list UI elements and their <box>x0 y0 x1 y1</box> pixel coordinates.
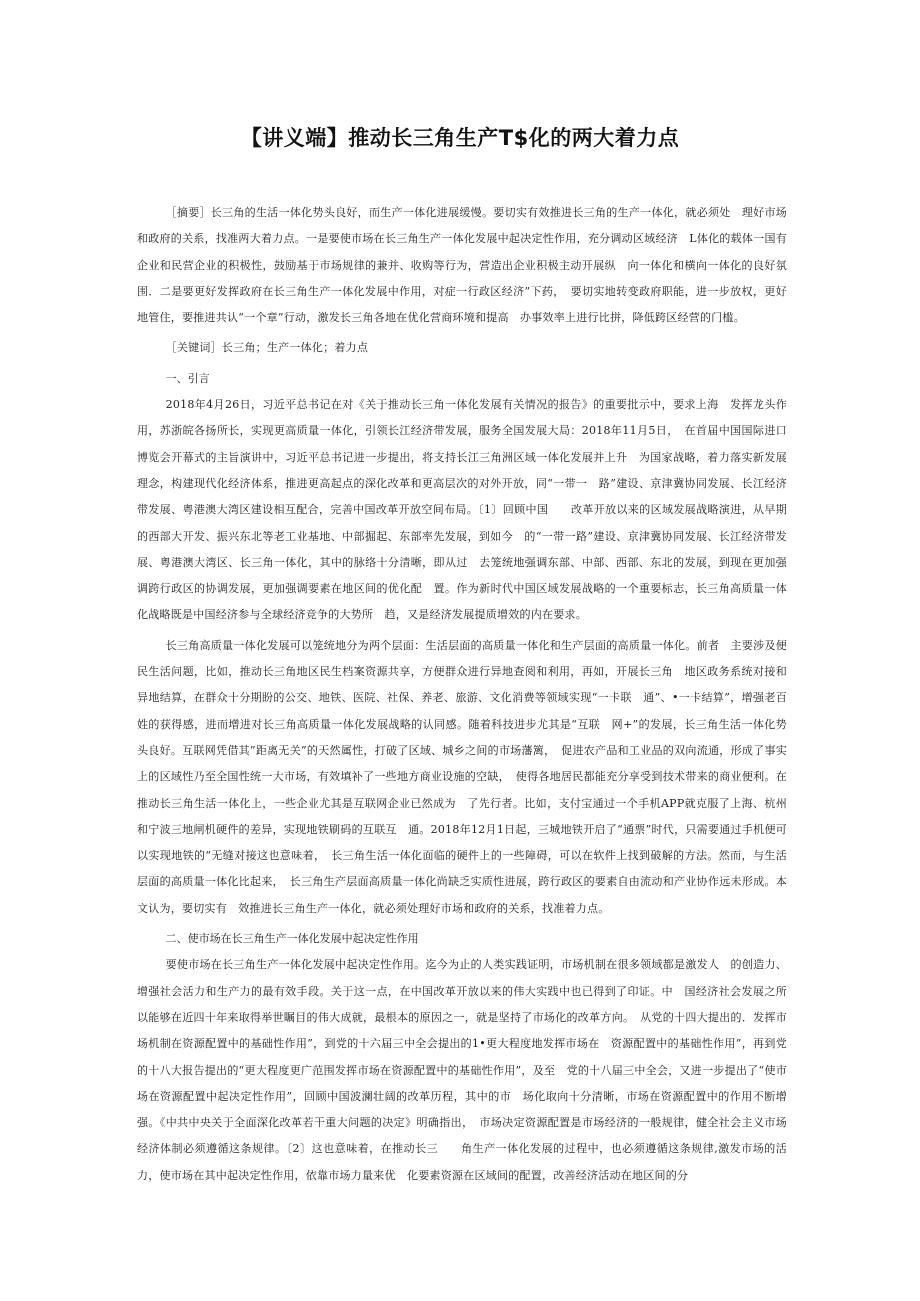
body-paragraph: 要使市场在长三角生产一体化发展中起决定性作用。迄今为止的人类实践证明，市场机制在很多领域都是激发人 的创造力、增强社会活力和生产力的最有效手段。关于这一点，在中国改革开放以来的伟大实践中也已得到了印证。中 国经济社会发展之所以能够在近四十年来取得举世瞩目的伟大成就，最根本的原因之一，就是坚持了市场化的改革方向。 从党的十四大提出的．发挥市场机制在资源配置中的基础性作用”，到党的十六届三中全会提出的1•更大程度地发挥市场在 资源配置中的基础性作用”，再到党的十八大报告提出的“更大程度更广范围发挥市场在资源配置中的基础性作用”，及至 党的十八届三中全会，又进一步提出了“使市场在资源配置中起决定性作用”，回顾中国波澜壮阔的改革历程，其中的市 场化取向十分清晰，市场在资源配置中的作用不断增强。《中共中央关于全面深化改革若干重大问题的决定》明确指出， 市场决定资源配置是市场经济的一般规律，健全社会主义市场经济体制必须遵循这条规律。〔2〕这也意味着，在推动长三 角生产一体化发展的过程中，也必须遵循这条规律,激发市场的活力，使市场在其中起决定性作用，依靠市场力量来优 化要素资源在区域间的配置，改善经济活动在地区间的分 <box>137 958 787 1182</box>
body-paragraph: 长三角高质量一体化发展可以笼统地分为两个层面：生活层面的高质量一体化和生产层面的高质量一体化。前者 主要涉及便民生活问题，比如，推动长三角地区民生档案资源共享，方便群众进行异地查阅和利用，再如，开展长三角 地区政务系统对接和异地结算，在群众十分期盼的公交、地铁、医院、社保、养老、旅游、文化消费等领域实现“一卡联 通”、•一卡结算”，增强老百姓的获得感，进而增进对长三角高质量一体化发展战略的认同感。随着科技进步尤其是“互联 网+”的发展，长三角生活一体化势头良好。互联网凭借其”距离无关”的天然属性，打破了区域、城乡之间的市场藩篱， 促进农产品和工业品的双向流通，形成了事实上的区域性乃至全国性统一大市场，有效填补了一些地方商业设施的空缺， 使得各地居民都能充分享受到技术带来的商业便利。在推动长三角生活一体化上，一些企业尤其是互联网企业已然成为 了先行者。比如，支付宝通过一个手机APP就克服了上海、杭州和宁波三地闸机硬件的差异，实现地铁刷码的互联互 通。2018年12月1日起，三城地铁开启了“通票”时代，只需要通过手机便可以实现地铁的“无缝对接这也意味着， 长三角生活一体化面临的硬件上的一些障碍，可以在软件上找到破解的方法。然而，与生活层面的高质量一体化比起来， 长三角生产层面高质量一体化尚缺乏实质性进展，跨行政区的要素自由流动和产业协作远未形成。本文认为，要切实有 效推进长三角生产一体化，就必须处理好市场和政府的关系，找准着力点。 <box>137 638 787 915</box>
document-body <box>137 200 787 1189</box>
keywords-paragraph: ［关键词］长三角；生产一体化；着力点 <box>165 341 369 355</box>
section-heading-market-role: 二、使市场在长三角生产一体化发展中起决定性作用 <box>165 932 419 946</box>
body-paragraph: 2018年4月26日，习近平总书记在对《关于推动长三角一体化发展有关情况的报告》的重要批示中，要求上海 发挥龙头作用，苏浙皖各扬所长，实现更高质量一体化，引领长江经济带发展，服务全国发展大局：2018年11月5日， 在首届中国国际进口博览会开幕式的主旨演讲中，习近平总书记进一步提出，将支持长江三角洲区域一体化发展并上升 为国家战略，着力落实新发展理念，构建现代化经济体系，推进更高起点的深化改革和更高层次的对外开放，同“一带一 路”建设、京津冀协同发展、长江经济带发展、粤港澳大湾区建设相互配合，完善中国改革开放空间布局。〔1〕回顾中国 改革开放以来的区域发展战略演进，从早期的西部大开发、振兴东北等老工业基地、中部掘起、东部率先发展，到如今 的“一带一路”建设、京津冀协同发展、长江经济带发展、粤港澳大湾区、长三角一体化，其中的脉络十分清晰，即从过 去笼统地强调东部、中部、西部、东北的发展，到现在更加强调跨行政区的协调发展，更加强调要素在地区间的优化配 置。作为新时代中国区域发展战略的一个重要标志，长三角高质量一体化战略既是中国经济参与全球经济竞争的大势所 趋，又是经济发展提质增效的内在要求。 <box>137 398 787 622</box>
abstract-paragraph: ［摘要］长三角的生活一体化势头良好，而生产一体化进展缓慢。要切实有效推进长三角的生产一体化，就必须处 理好市场和政府的关系，找准两大着力点。一是要使市场在长三角生产一体化发展中起决定性作用，充分调动区域经济 L体化的载体一国有企业和民营企业的积极性，鼓励基于市场规律的兼并、收购等行为，营造出企业积极主动开展纵 向一体化和横向一体化的良好氛围．二是要更好发挥政府在长三角生产一体化发展中作用，对症一行政区经济”下药， 要切实地转变政府职能，进一步放权，更好地管住，要推进共认“一个章”行动，激发长三角各地在优化营商环境和提高 办事效率上进行比拼，降低跨区经营的门槛。 <box>137 206 787 325</box>
section-heading-introduction: 一、引言 <box>165 371 210 385</box>
document-title: 【讲义端】推动长三角生产T$化的两大着力点 <box>240 126 680 150</box>
